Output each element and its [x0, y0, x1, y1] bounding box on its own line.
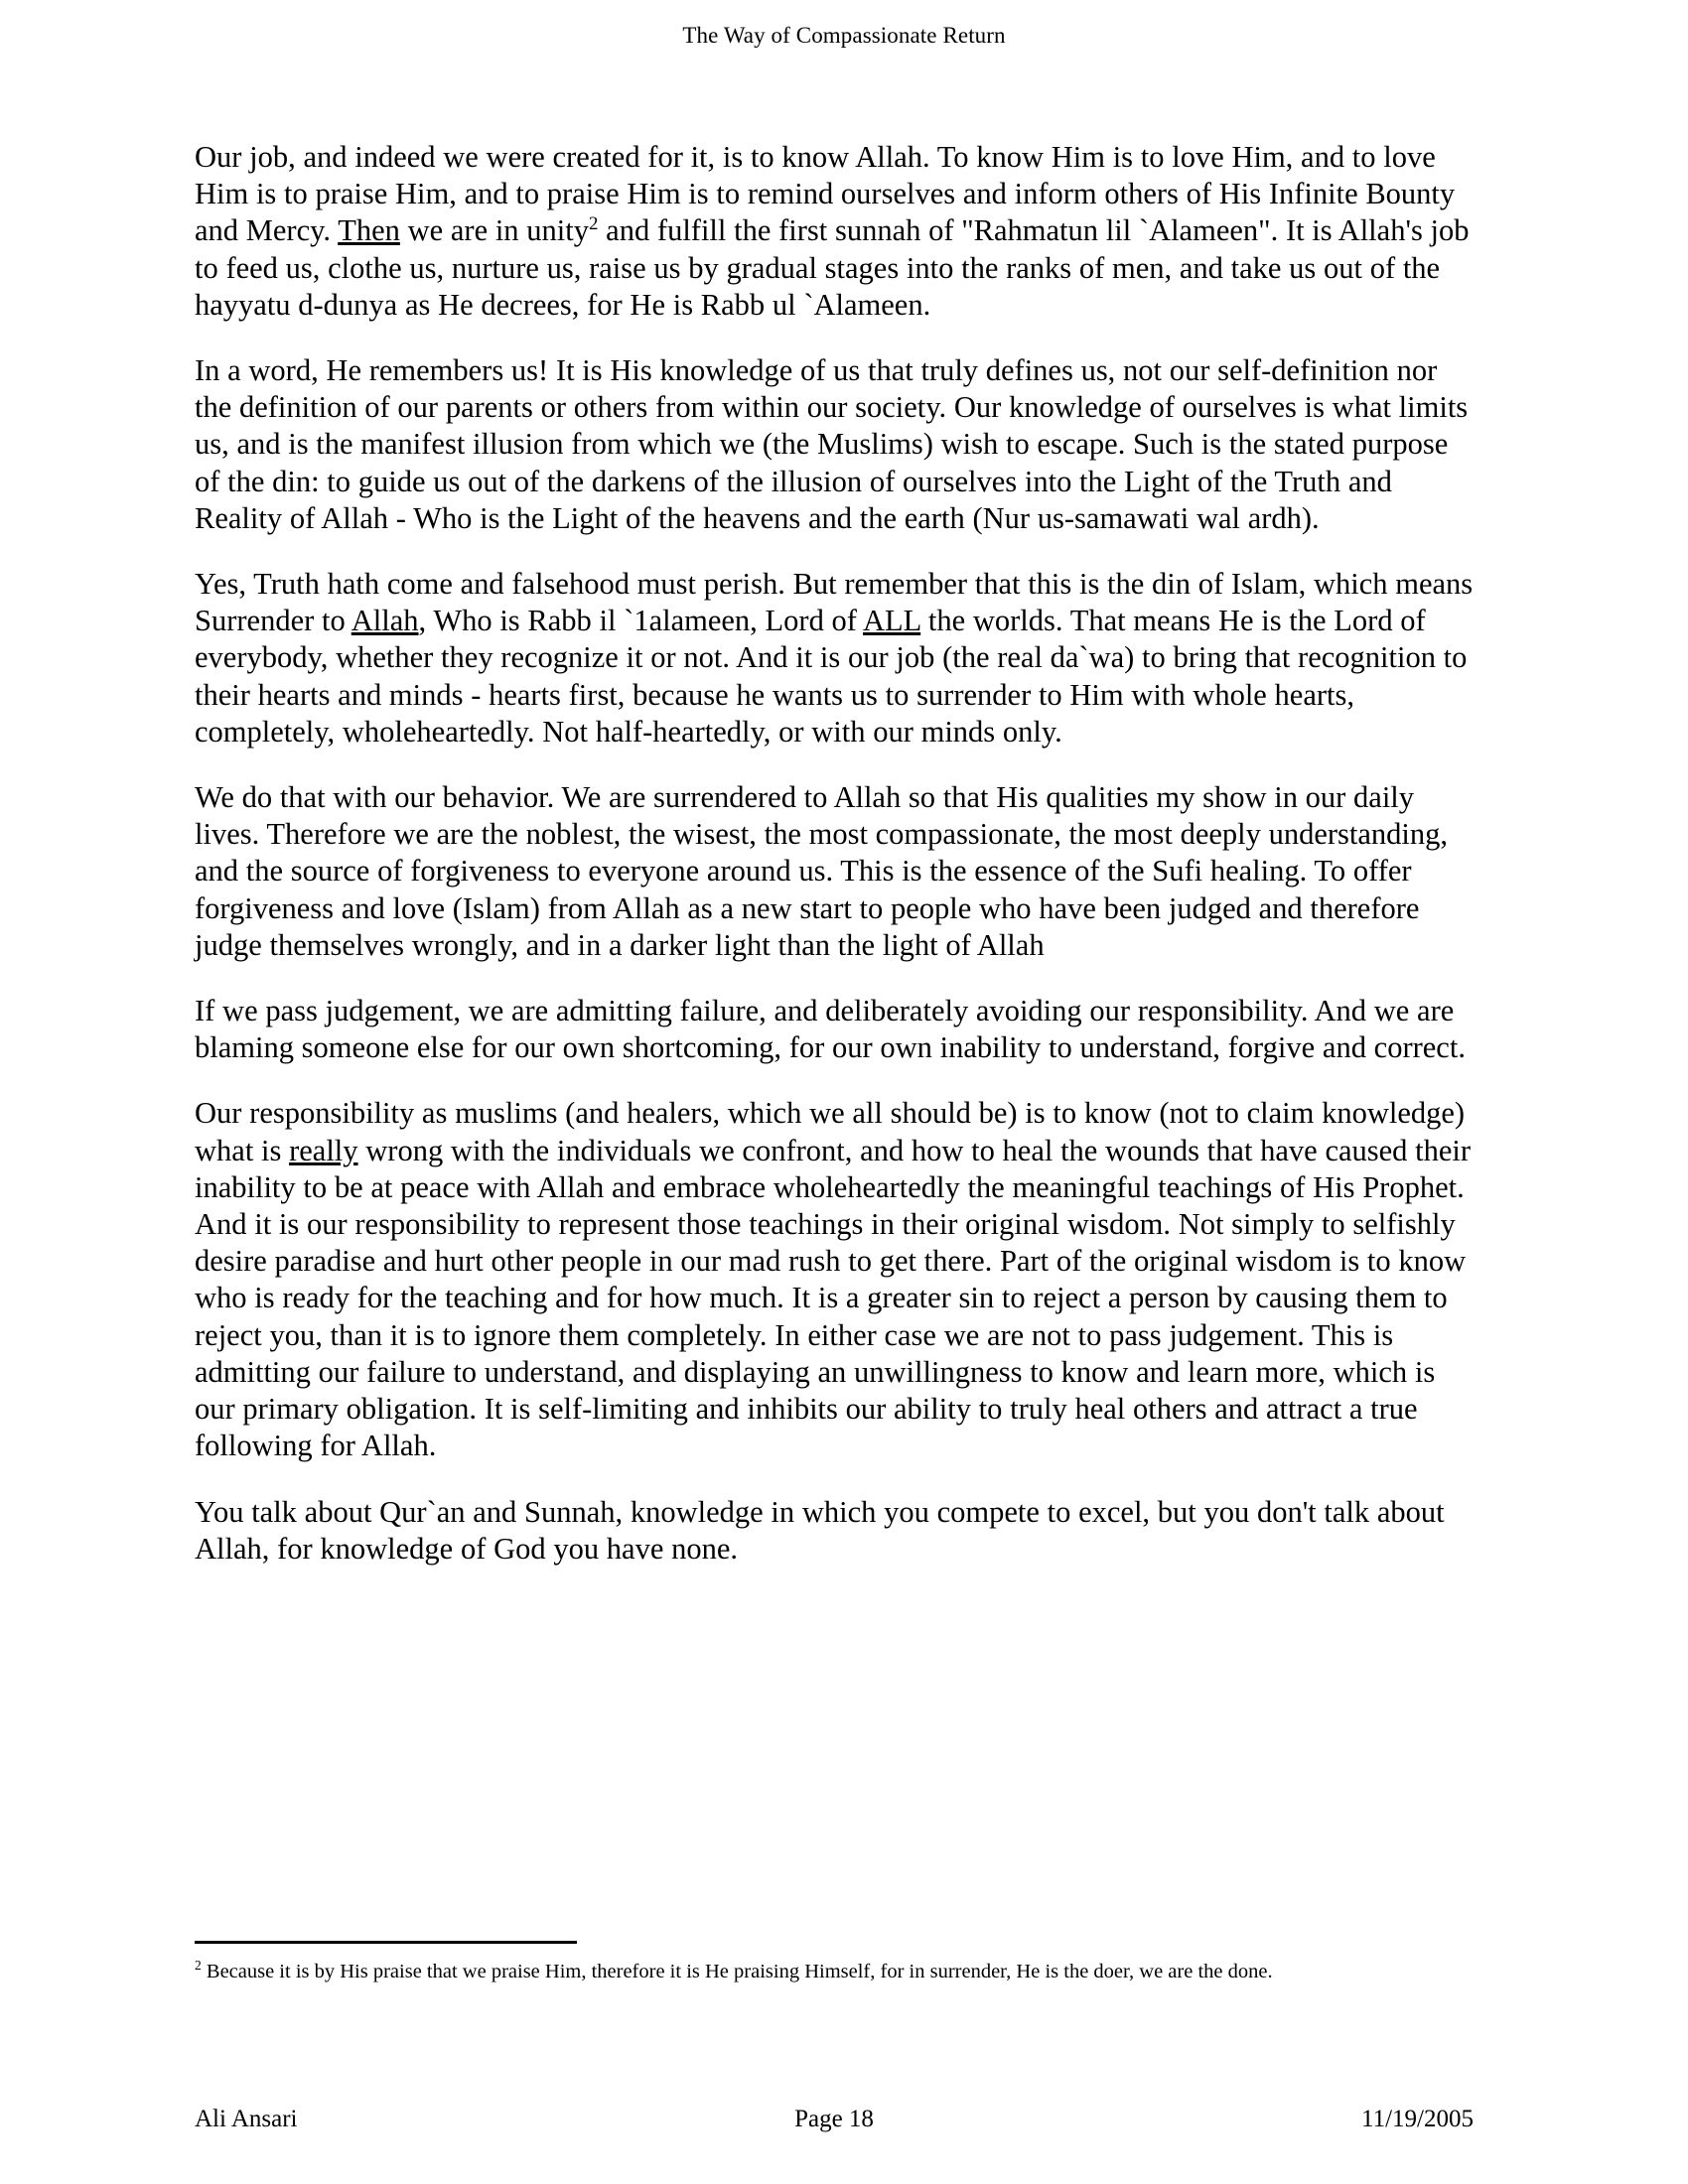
body-paragraph	[195, 779, 1474, 964]
underlined-text: really	[289, 1133, 358, 1167]
text-run: Our job, and indeed we were created for it, is to know Allah. To know Him is to love Him, and to love Him is to praise Him, and to praise Him is to remind ourselves and inform others of His Infinite Bounty and Mercy.	[195, 140, 1456, 248]
text-run: and fulfill the first sunnah of "Rahmatun lil `Alameen". It is Allah's job to feed us, clothe us, nurture us, raise us by gradual stages into the ranks of men, and take us out of the hayyatu d-dunya as He decrees, for He is Rabb ul `Alameen.	[195, 213, 1470, 322]
footer-author: Ali Ansari	[195, 2106, 298, 2132]
text-run: We do that with our behavior. We are surrendered to Allah so that His qualities my show in our daily lives. Therefore we are the noblest, the wisest, the most compassionate, the most deeply understanding, and the source of forgiveness to everyone around us. This is the essence of the Sufi healing. To offer forgiveness and love (Islam) from Allah as a new start to people who have been judged and therefore judge themselves wrongly, and in a darker light than the light of Allah	[195, 780, 1449, 962]
text-run: we are in unity	[399, 213, 589, 248]
text-run: the worlds. That means He is the Lord of everybody, whether they recognize it or not. And it is our job (the real da`wa) to bring that recognition to their hearts and minds - hearts first, because he wants us to surrender to Him with whole hearts, completely, wholeheartedly. Not half-heartedly, or with our minds only.	[195, 604, 1468, 749]
text-run: You talk about Qur`an and Sunnah, knowledge in which you compete to excel, but you don't talk about Allah, for knowledge of God you have none.	[195, 1494, 1445, 1566]
footnote-area	[195, 1941, 1474, 1985]
footer-date: 11/19/2005	[1361, 2106, 1474, 2132]
underlined-text: ALL	[863, 604, 921, 638]
text-run: wrong with the individuals we confront, and how to heal the wounds that have caused their inability to be at peace with Allah and embrace wholeheartedly the meaningful teachings of His Prophet. And it is our responsibility to represent those teachings in their original wisdom. Not simply to selfishly desire paradise and hurt other people in our mad rush to get there. Part of the original wisdom is to know who is ready for the teaching and for how much. It is a greater sin to reject a person by causing them to reject you, than it is to ignore them completely. In either case we are not to pass judgement. This is admitting our failure to understand, and displaying an unwillingness to know and learn more, which is our primary obligation. It is self-limiting and inhibits our ability to truly heal others and attract a true following for Allah.	[195, 1133, 1472, 1463]
body-text-block	[195, 139, 1474, 1568]
body-paragraph	[195, 566, 1474, 751]
running-header: The Way of Compassionate Return	[682, 23, 1006, 48]
text-run: If we pass judgement, we are admitting failure, and deliberately avoiding our responsibility. And we are blaming someone else for our own shortcoming, for our own inability to understand, forgive and correct.	[195, 994, 1466, 1065]
footnote-reference: 2	[588, 213, 599, 235]
footnote-body: Because it is by His praise that we praise Him, therefore it is He praising Himself, for in surrender, He is the doer, we are the done.	[206, 1961, 1273, 1982]
body-paragraph	[195, 1095, 1474, 1464]
body-paragraph	[195, 352, 1474, 537]
body-paragraph	[195, 139, 1474, 324]
footnote-entry	[195, 1958, 1474, 1985]
body-paragraph	[195, 993, 1474, 1066]
text-run: Our responsibility as muslims (and healers, which we all should be) is to know (not to claim knowledge) what is	[195, 1096, 1466, 1167]
text-run: , Who is Rabb il `1alameen, Lord of	[418, 604, 863, 638]
text-run: Yes, Truth hath come and falsehood must perish. But remember that this is the din of Islam, which means Surrender to	[195, 567, 1474, 638]
footer-page-number: Page 18	[794, 2106, 874, 2132]
text-run: In a word, He remembers us! It is His knowledge of us that truly defines us, not our self-definition nor the definition of our parents or others from within our society. Our knowledge of ourselves is what limits us, and is the manifest illusion from which we (the Muslims) wish to escape. Such is the stated purpose of the din: to guide us out of the darkens of the illusion of ourselves into the Light of the Truth and Reality of Allah - Who is the Light of the heavens and the earth (Nur us-samawati wal ardh).	[195, 353, 1469, 535]
body-paragraph	[195, 1494, 1474, 1568]
footnote-marker: 2	[195, 1958, 202, 1974]
page-footer	[195, 2103, 1474, 2136]
footnote-separator-rule	[195, 1941, 577, 1944]
underlined-text: Then	[338, 213, 400, 248]
underlined-text: Allah	[351, 604, 419, 638]
